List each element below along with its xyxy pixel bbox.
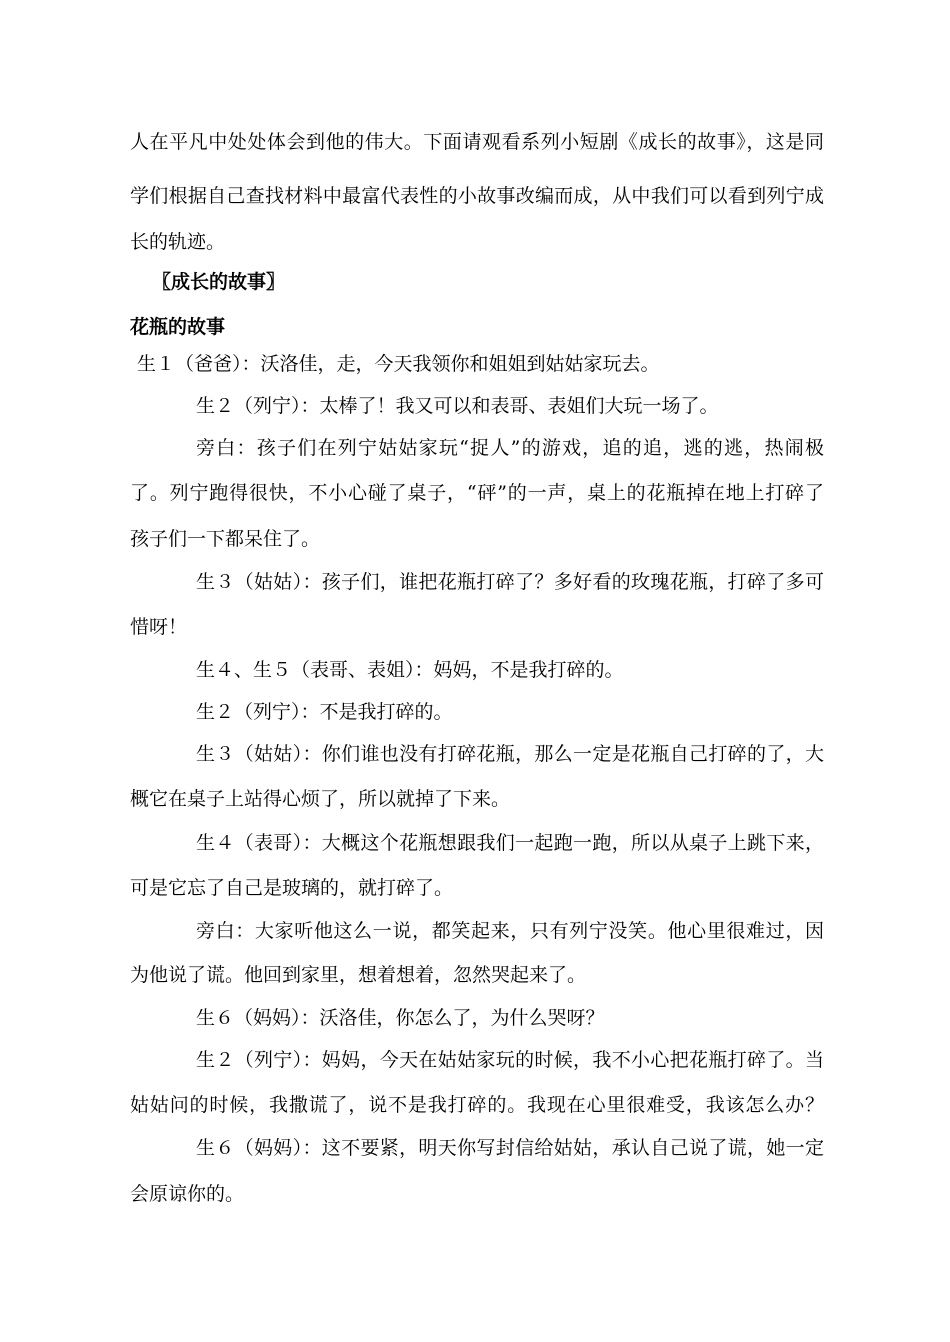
narration-2-line-2: 为他说了谎。他回到家里，想着想着，忽然哭起来了。 [130,964,587,986]
narration-1-line-1: 旁白：孩子们在列宁姑姑家玩“捉人”的游戏，追的追，逃的逃，热闹极 [196,437,824,459]
script-line-aunt-1-line-1: 生３（姑姑）：孩子们，谁把花瓶打碎了？多好看的玫瑰花瓶，打碎了多可 [196,571,824,593]
script-line-lenin-1: 生２（列宁）：太棒了！我又可以和表哥、表姐们大玩一场了。 [196,395,719,417]
script-line-lenin-2: 生２（列宁）：不是我打碎的。 [196,701,453,723]
script-line-aunt-1-line-2: 惜呀！ [130,616,188,638]
script-line-aunt-2-line-2: 概它在桌子上站得心烦了，所以就掉了下来。 [130,788,511,810]
section-title: 〖成长的故事〗 [152,271,286,293]
script-line-cousin-line-2: 可是它忘了自己是玻璃的，就打碎了。 [130,877,454,899]
narration-1-line-3: 孩子们一下都呆住了。 [130,528,321,550]
intro-line-2: 学们根据自己查找材料中最富代表性的小故事改编而成，从中我们可以看到列宁成 [130,185,824,207]
script-line-mother-2-line-2: 会原谅你的。 [130,1183,245,1205]
script-line-lenin-3-line-2: 姑姑问的时候，我撒谎了，说不是我打碎的。我现在心里很难受，我该怎么办？ [130,1094,824,1116]
intro-line-1: 人在平凡中处处体会到他的伟大。下面请观看系列小短剧《成长的故事》，这是同 [130,131,824,153]
script-line-mother-1: 生６（妈妈）：沃洛佳，你怎么了，为什么哭呀？ [196,1007,605,1029]
script-line-mother-2-line-1: 生６（妈妈）：这不要紧，明天你写封信给姑姑，承认自己说了谎，她一定 [196,1137,824,1159]
narration-1-line-2: 了。列宁跑得很快，不小心碰了桌子，“砰”的一声，桌上的花瓶掉在地上打碎了 [130,482,824,504]
story-title: 花瓶的故事 [130,316,226,338]
script-line-cousin-line-1: 生４（表哥）：大概这个花瓶想跟我们一起跑一跑，所以从桌子上跳下来， [196,832,824,854]
narration-2-line-1: 旁白：大家听他这么一说，都笑起来，只有列宁没笑。他心里很难过，因 [196,920,824,942]
script-line-aunt-2-line-1: 生３（姑姑）：你们谁也没有打碎花瓶，那么一定是花瓶自己打碎的了，大 [196,743,824,765]
script-line-father: 生１（爸爸）：沃洛佳，走，今天我领你和姐姐到姑姑家玩去。 [137,353,660,375]
script-line-cousins: 生４、生５（表哥、表姐）：妈妈，不是我打碎的。 [196,659,624,681]
script-line-lenin-3-line-1: 生２（列宁）：妈妈，今天在姑姑家玩的时候，我不小心把花瓶打碎了。当 [196,1049,824,1071]
intro-line-3: 长的轨迹。 [130,231,226,253]
